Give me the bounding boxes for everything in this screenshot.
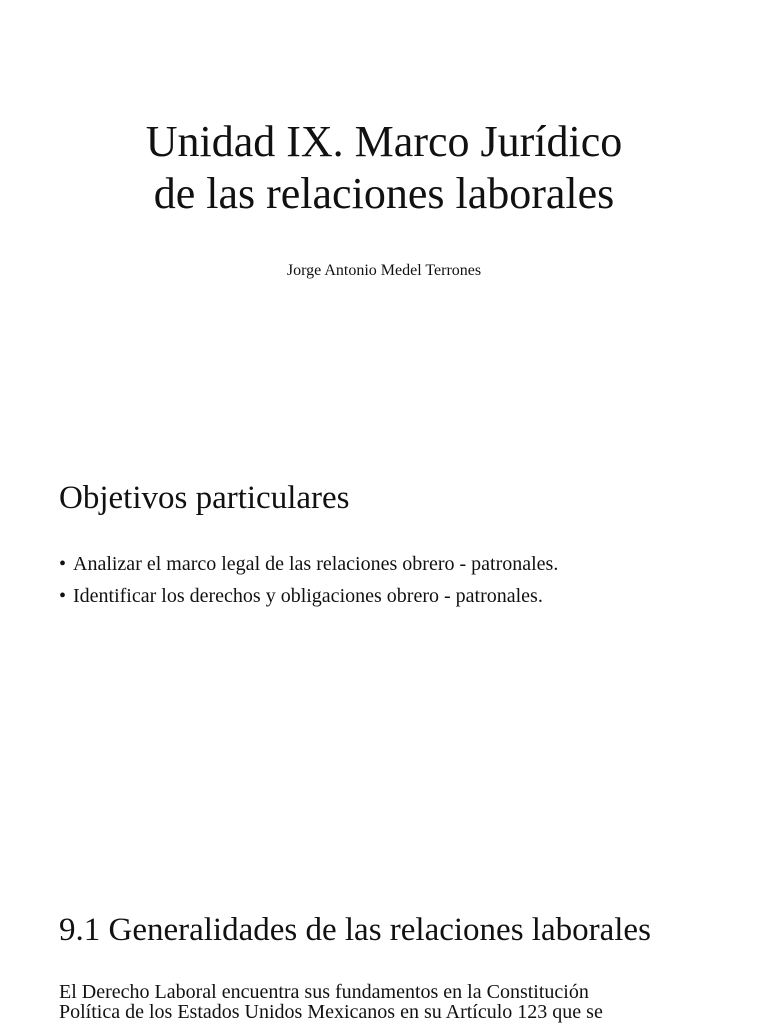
author-name: Jorge Antonio Medel Terrones: [286, 262, 482, 279]
objectives-heading: Objetivos particulares: [59, 480, 350, 516]
slide-title: [0, 116, 768, 220]
objectives-slide: [0, 430, 768, 870]
title-line-2: de las relaciones laborales: [153, 169, 615, 218]
list-item-text: Identificar los derechos y obligaciones obrero - patronales.: [73, 585, 543, 607]
generalities-paragraph: [59, 982, 719, 1022]
objectives-list: [59, 548, 558, 612]
paragraph-line-1: El Derecho Laboral encuentra sus fundamentos en la Constitución: [59, 981, 589, 1003]
bullet-icon: •: [59, 553, 67, 575]
list-item: [59, 580, 558, 612]
bullet-icon: •: [59, 585, 67, 607]
list-item-text: Analizar el marco legal de las relaciones obrero - patronales.: [73, 553, 559, 575]
title-line-1: Unidad IX. Marco Jurídico: [145, 117, 623, 166]
paragraph-line-2: Política de los Estados Unidos Mexicanos en su Artículo 123 que se: [59, 1001, 603, 1023]
title-slide: [0, 0, 768, 430]
generalities-heading: 9.1 Generalidades de las relaciones laborales: [59, 912, 651, 948]
generalities-slide: [0, 870, 768, 1024]
list-item: [59, 548, 558, 580]
